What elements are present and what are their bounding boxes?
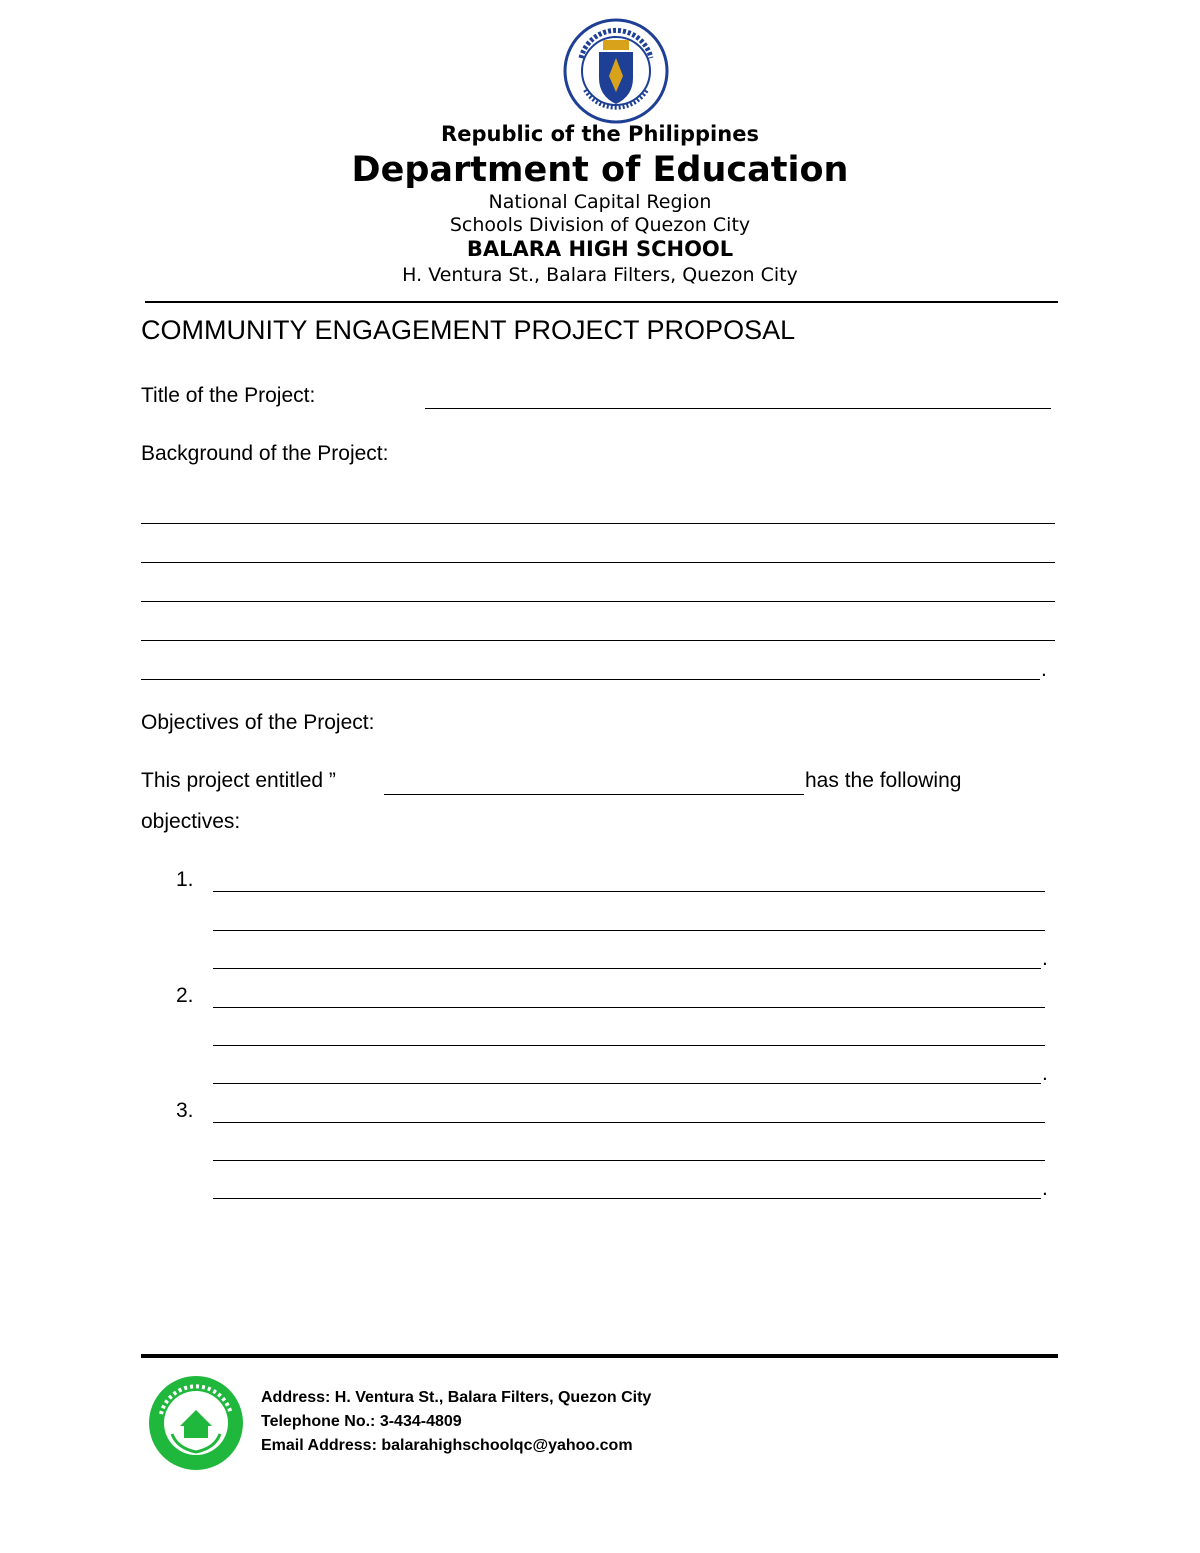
- department-name: Department of Education: [351, 150, 849, 190]
- objective-1-line[interactable]: [213, 930, 1045, 931]
- project-title-field[interactable]: [425, 408, 1051, 409]
- objective-2-line[interactable]: [213, 1007, 1045, 1008]
- school-seal: [147, 1374, 245, 1472]
- period: .: [1041, 658, 1047, 681]
- period: .: [1042, 947, 1048, 970]
- school-name: BALARA HIGH SCHOOL: [466, 237, 734, 261]
- background-line[interactable]: [141, 601, 1055, 602]
- background-line[interactable]: [141, 523, 1055, 524]
- period: .: [1042, 1177, 1048, 1200]
- entitled-suffix: has the following: [805, 769, 962, 792]
- objective-number: 1.: [176, 868, 194, 891]
- objective-2-line[interactable]: [213, 1083, 1041, 1084]
- division-line: Schools Division of Quezon City: [449, 214, 751, 236]
- background-line[interactable]: [141, 640, 1055, 641]
- form-title: COMMUNITY ENGAGEMENT PROJECT PROPOSAL: [141, 315, 796, 345]
- entitled-line2: objectives:: [141, 810, 241, 833]
- objective-3-line[interactable]: [213, 1160, 1045, 1161]
- objective-3-line[interactable]: [213, 1198, 1041, 1199]
- entitled-field[interactable]: [384, 794, 804, 795]
- objective-number: 3.: [176, 1099, 194, 1122]
- background-line[interactable]: [141, 679, 1040, 680]
- footer-address: Address: H. Ventura St., Balara Filters, Quezon City: [261, 1389, 652, 1406]
- objectives-label: Objectives of the Project:: [141, 711, 375, 734]
- objective-2-line[interactable]: [213, 1045, 1045, 1046]
- header-divider: [145, 301, 1058, 303]
- background-line[interactable]: [141, 562, 1055, 563]
- background-label: Background of the Project:: [141, 442, 389, 465]
- objective-1-line[interactable]: [213, 968, 1041, 969]
- objective-number: 2.: [176, 984, 194, 1007]
- republic-line: Republic of the Philippines: [441, 122, 759, 146]
- footer-email: Email Address: balarahighschoolqc@yahoo.com: [261, 1437, 633, 1454]
- footer-telephone: Telephone No.: 3-434-4809: [261, 1413, 462, 1430]
- footer-divider: [141, 1354, 1058, 1358]
- project-title-label: Title of the Project:: [141, 384, 316, 407]
- objective-1-line[interactable]: [213, 891, 1045, 892]
- objective-3-line[interactable]: [213, 1122, 1045, 1123]
- deped-seal: [563, 18, 669, 124]
- region-line: National Capital Region: [488, 191, 712, 213]
- school-address: H. Ventura St., Balara Filters, Quezon City: [402, 264, 798, 286]
- period: .: [1042, 1062, 1048, 1085]
- entitled-prefix: This project entitled ”: [141, 769, 336, 792]
